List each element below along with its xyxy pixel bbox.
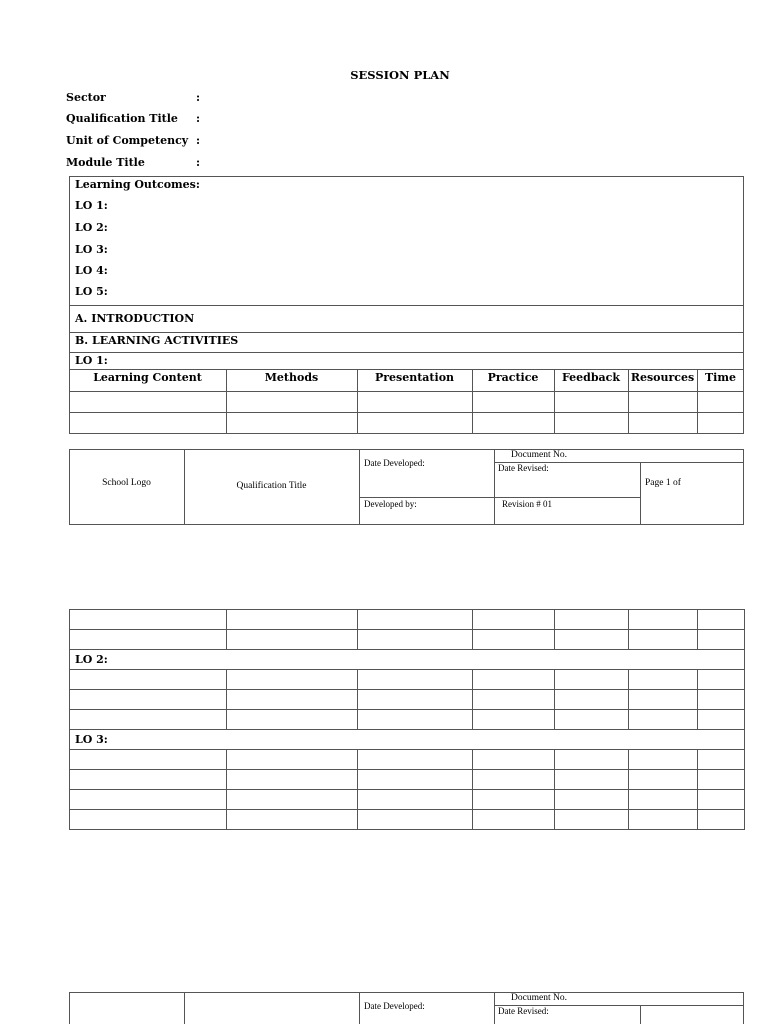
table-row [70, 710, 745, 730]
divider [69, 332, 744, 333]
col-resources: Resources [630, 371, 695, 384]
col-time: Time [704, 371, 736, 384]
lo1-heading: LO 1: [75, 354, 108, 367]
date-developed-label: Date Developed: [364, 458, 425, 468]
table-row [70, 630, 745, 650]
footer-divider [359, 992, 360, 1024]
table-row [70, 750, 745, 770]
col-line [697, 369, 698, 434]
footer-divider [359, 449, 360, 525]
date-developed-label: Date Developed: [364, 1001, 425, 1011]
row-line [69, 391, 744, 392]
col-methods: Methods [264, 371, 319, 384]
footer-divider [640, 1005, 641, 1024]
lo-item: LO 2: [75, 221, 108, 234]
divider [69, 305, 744, 306]
table-row [70, 650, 745, 670]
page-title: SESSION PLAN [350, 68, 450, 82]
date-revised-label: Date Revised: [498, 463, 549, 473]
introduction-heading: A. INTRODUCTION [75, 312, 195, 325]
school-logo: School Logo [102, 478, 151, 488]
sector-label: Sector [66, 91, 106, 104]
footer-divider [359, 497, 640, 498]
sector-colon: : [196, 91, 201, 104]
col-feedback: Feedback [561, 371, 621, 384]
lo-item: LO 1: [75, 199, 108, 212]
qualification-title-colon: : [196, 112, 201, 125]
col-line [472, 369, 473, 434]
table-row [70, 610, 745, 630]
col-line [357, 369, 358, 434]
divider [69, 352, 744, 353]
module-title-label: Module Title [66, 156, 145, 169]
revision-label: Revision # 01 [502, 499, 553, 509]
col-line [554, 369, 555, 434]
table-row [70, 730, 745, 750]
footer-divider [494, 449, 495, 525]
page-number: Page 1 of [645, 478, 681, 488]
table-row [70, 790, 745, 810]
table-row [70, 810, 745, 830]
module-title-colon: : [196, 156, 201, 169]
lo-item: LO 3: [75, 243, 108, 256]
table-row [70, 770, 745, 790]
document-no-label: Document No. [511, 450, 567, 460]
footer-divider [640, 462, 641, 525]
activities-table-continued [69, 609, 745, 830]
learning-outcomes-heading: Learning Outcomes: [75, 178, 200, 191]
qualification-title-label: Qualification Title [66, 112, 178, 125]
lo2-heading: LO 2: [70, 650, 745, 670]
table-row [70, 670, 745, 690]
col-presentation: Presentation [374, 371, 455, 384]
footer-divider [184, 992, 185, 1024]
col-line [226, 369, 227, 434]
unit-of-competency-label: Unit of Competency [66, 134, 189, 147]
divider [69, 369, 744, 370]
lo3-heading: LO 3: [70, 730, 745, 750]
lo-item: LO 5: [75, 285, 108, 298]
developed-by-label: Developed by: [364, 499, 417, 509]
footer-qualification-title: Qualification Title [236, 481, 307, 491]
date-revised-label: Date Revised: [498, 1006, 549, 1016]
learning-activities-heading: B. LEARNING ACTIVITIES [75, 334, 239, 347]
col-learning-content: Learning Content [93, 371, 202, 384]
unit-of-competency-colon: : [196, 134, 201, 147]
table-row [70, 690, 745, 710]
row-line [69, 412, 744, 413]
col-practice: Practice [487, 371, 539, 384]
col-line [628, 369, 629, 434]
lo-item: LO 4: [75, 264, 108, 277]
document-no-label: Document No. [511, 993, 567, 1003]
